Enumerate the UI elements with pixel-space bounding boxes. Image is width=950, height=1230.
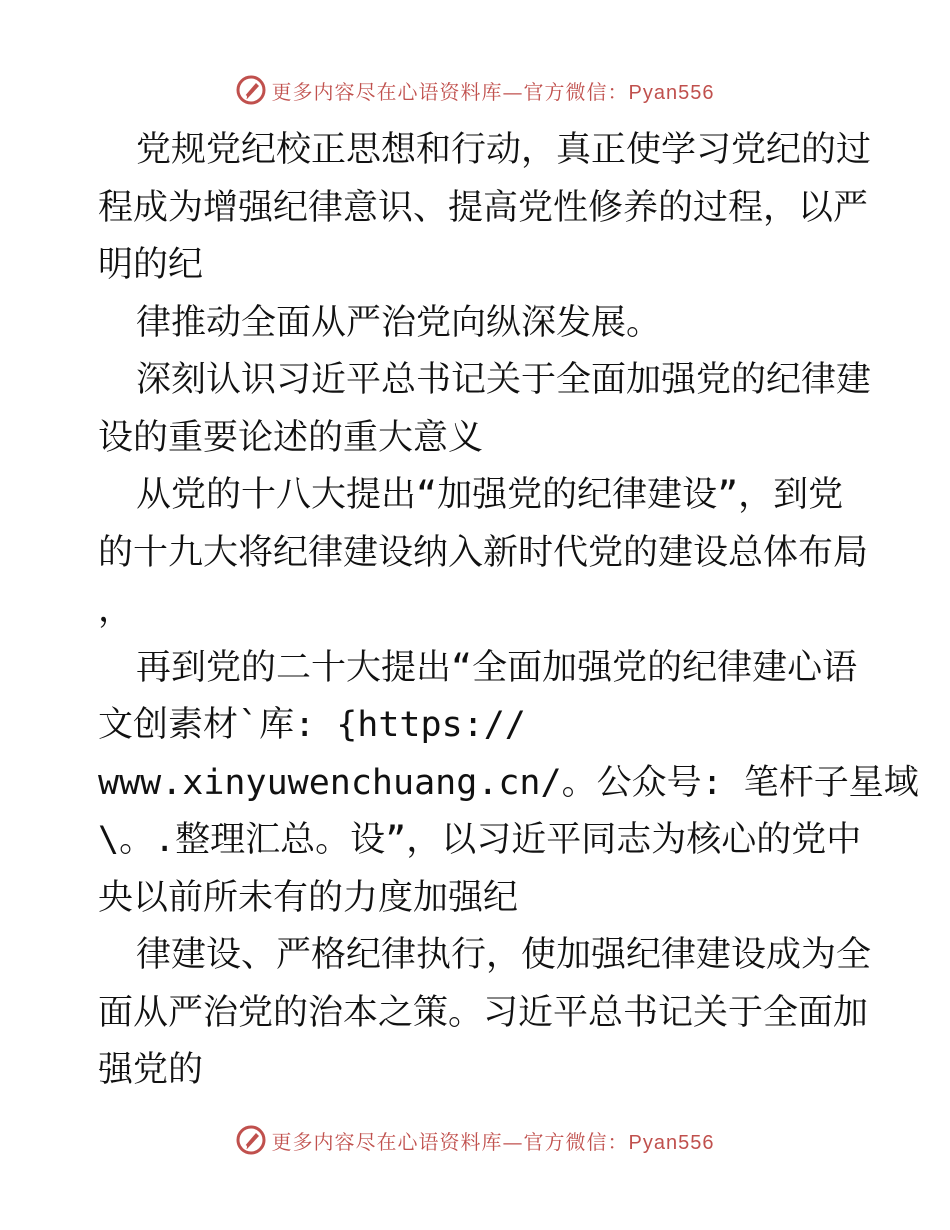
banner-text: 更多内容尽在心语资料库—官方微信：Pyan556 <box>271 1129 715 1154</box>
text-line: 设的重要论述的重大意义 <box>98 417 484 458</box>
footer-banner <box>0 1120 950 1160</box>
banner-wechat-id: Pyan556 <box>628 81 715 104</box>
text-line: 文创素材`库: {https:// <box>98 705 526 745</box>
header-banner <box>0 70 950 110</box>
text-line: 强党的 <box>98 1050 204 1090</box>
document-body <box>98 122 919 1100</box>
text-line: 的十九大将纪律建设纳入新时代党的建设总体布局 <box>98 532 869 573</box>
banner-wechat-id: Pyan556 <box>628 1131 715 1154</box>
text-line: 律推动全面从严治党向纵深发展。 <box>136 302 662 343</box>
text-line: \。.整理汇总。设”，以习近平同志为核心的党中 <box>98 820 862 860</box>
pen-nib-logo-icon <box>236 75 266 105</box>
text-line: 明的纪 <box>98 245 204 285</box>
text-line: 从党的十八大提出“加强党的纪律建设”，到党 <box>136 475 844 515</box>
text-line: 深刻认识习近平总书记关于全面加强党的纪律建 <box>136 360 872 400</box>
text-line: www.xinyuwenchuang.cn/。公众号: 笔杆子星域 <box>98 762 919 803</box>
text-line: 央以前所未有的力度加强纪 <box>98 877 519 918</box>
text-line: 程成为增强纪律意识、提高党性修养的过程，以严 <box>98 187 869 228</box>
banner-text: 更多内容尽在心语资料库—官方微信：Pyan556 <box>271 79 715 104</box>
text-line: 律建设、严格纪律执行，使加强纪律建设成为全 <box>136 935 872 975</box>
text-line: 党规党纪校正思想和行动，真正使学习党纪的过 <box>136 130 872 170</box>
text-line: ， <box>98 590 134 630</box>
pen-nib-logo-icon <box>236 1125 266 1155</box>
text-line: 再到党的二十大提出“全面加强党的纪律建心语 <box>136 647 858 688</box>
text-line: 面从严治党的治本之策。习近平总书记关于全面加 <box>98 992 869 1033</box>
